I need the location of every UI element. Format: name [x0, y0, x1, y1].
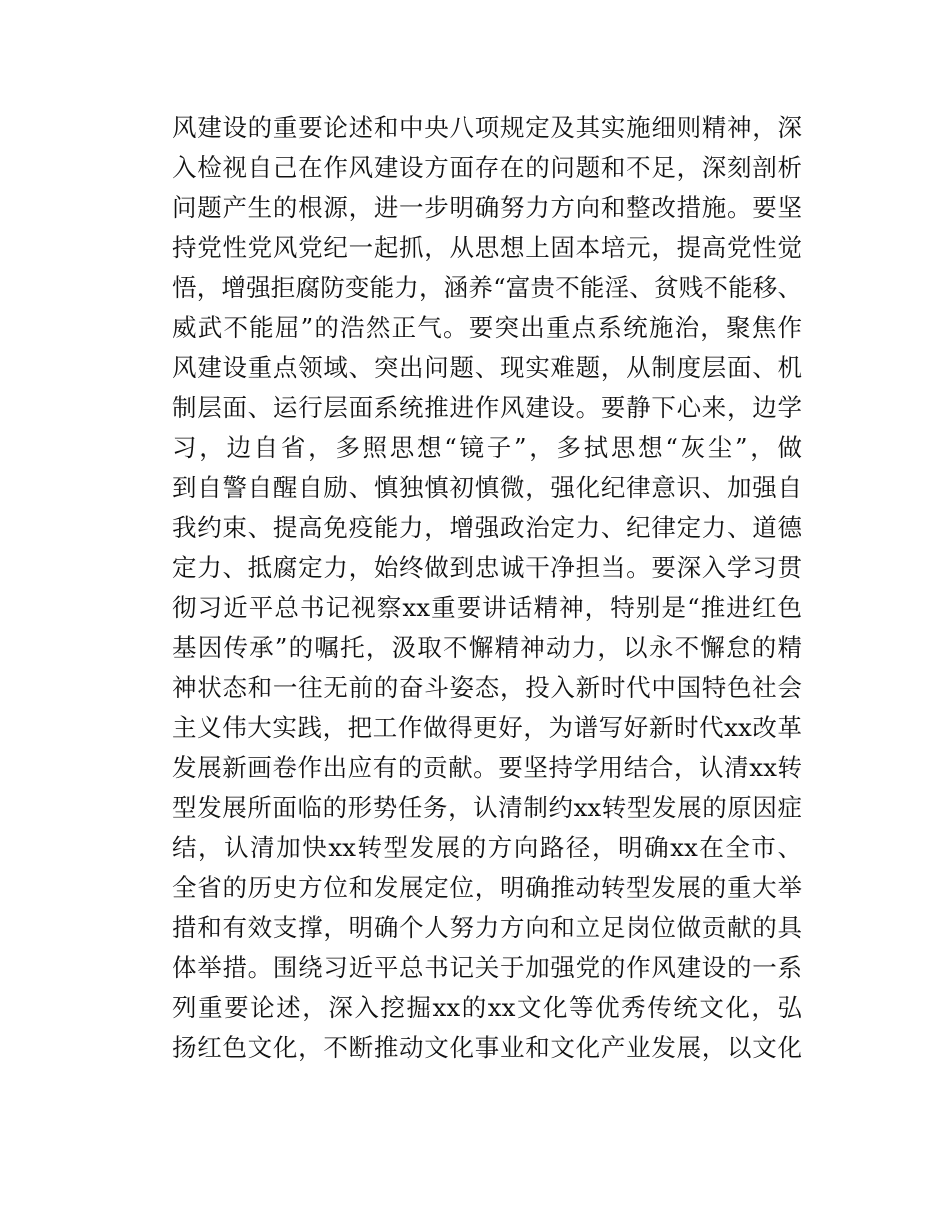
text-line: 风建设的重要论述和中央八项规定及其实施细则精神，深: [172, 113, 802, 142]
text-line: 风建设重点领域、突出问题、现实难题，从制度层面、机: [172, 353, 802, 382]
text-line: 发展新画卷作出应有的贡献。要坚持学用结合，认清xx转: [172, 753, 802, 782]
text-line: 持党性党风党纪一起抓，从思想上固本培元，提高党性觉: [172, 233, 802, 262]
text-line: 入检视自己在作风建设方面存在的问题和不足，深刻剖析: [172, 153, 802, 182]
text-line: 威武不能屈”的浩然正气。要突出重点系统施治，聚焦作: [172, 313, 802, 342]
text-line: 列重要论述，深入挖掘xx的xx文化等优秀传统文化，弘: [172, 993, 802, 1022]
document-body-text: [172, 112, 802, 1072]
text-line: 到自警自醒自励、慎独慎初慎微，强化纪律意识、加强自: [172, 473, 802, 502]
text-line: 型发展所面临的形势任务，认清制约xx转型发展的原因症: [172, 793, 802, 822]
text-line: 措和有效支撑，明确个人努力方向和立足岗位做贡献的具: [172, 913, 802, 942]
text-line: 定力、抵腐定力，始终做到忠诚干净担当。要深入学习贯: [172, 553, 802, 582]
text-line: 主义伟大实践，把工作做得更好，为谱写好新时代xx改革: [172, 713, 802, 742]
text-line: 结，认清加快xx转型发展的方向路径，明确xx在全市、: [172, 833, 802, 862]
text-line: 悟，增强拒腐防变能力，涵养“富贵不能淫、贫贱不能移、: [172, 273, 802, 302]
text-line: 基因传承”的嘱托，汲取不懈精神动力，以永不懈怠的精: [172, 633, 802, 662]
text-line: 神状态和一往无前的奋斗姿态，投入新时代中国特色社会: [172, 673, 802, 702]
text-line: 全省的历史方位和发展定位，明确推动转型发展的重大举: [172, 873, 802, 902]
text-line: 扬红色文化，不断推动文化事业和文化产业发展，以文化: [172, 1033, 802, 1062]
text-line: 问题产生的根源，进一步明确努力方向和整改措施。要坚: [172, 193, 802, 222]
text-line: 我约束、提高免疫能力，增强政治定力、纪律定力、道德: [172, 513, 802, 542]
text-line: 体举措。围绕习近平总书记关于加强党的作风建设的一系: [172, 953, 802, 982]
text-line: 制层面、运行层面系统推进作风建设。要静下心来，边学: [172, 393, 802, 422]
text-line: 彻习近平总书记视察xx重要讲话精神，特别是“推进红色: [172, 593, 802, 622]
text-line: 习，边自省，多照思想“镜子”，多拭思想“灰尘”，做: [172, 433, 802, 462]
